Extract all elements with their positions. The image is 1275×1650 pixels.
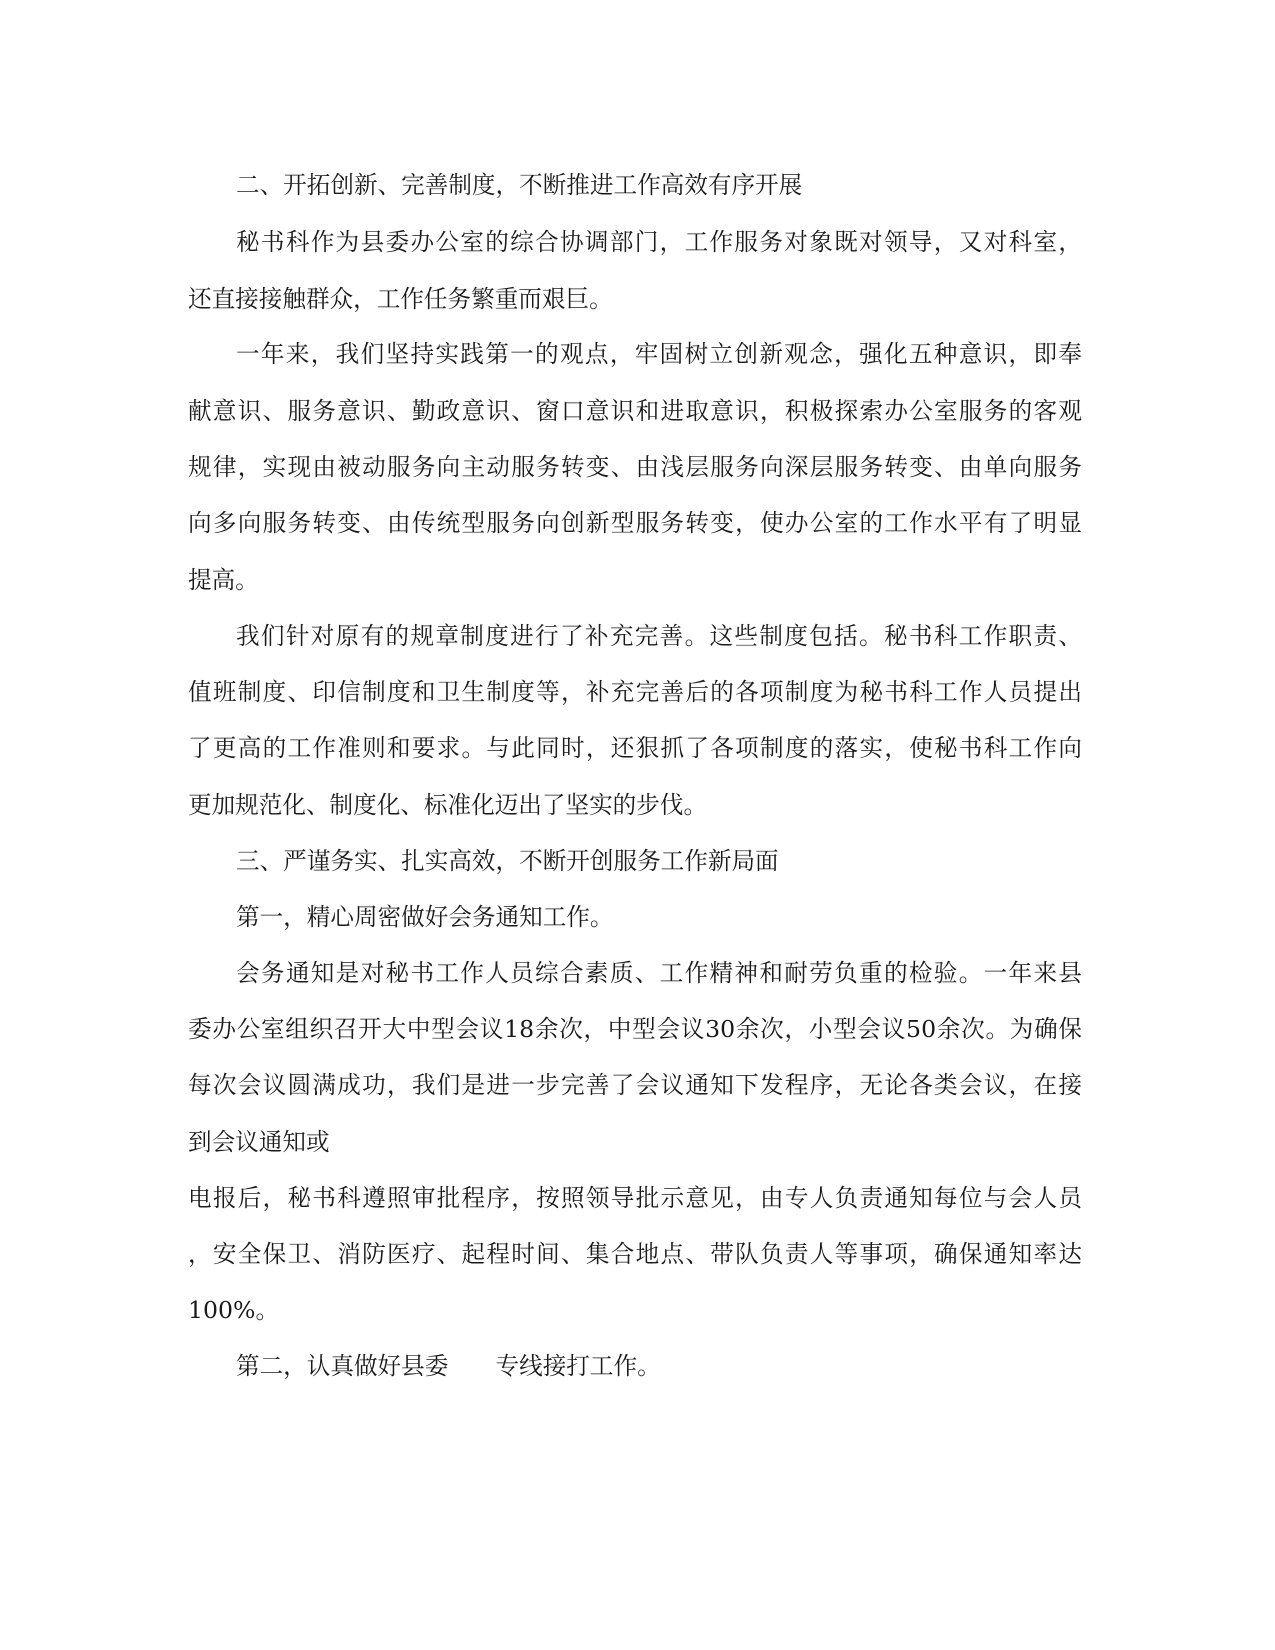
paragraph-line: 会务通知是对秘书工作人员综合素质、工作精神和耐劳负重的检验。一年来县	[236, 959, 1082, 987]
subsection-heading-2: 第二，认真做好县委 专线接打工作。	[236, 1352, 661, 1380]
paragraph-line: 还直接接触群众，工作任务繁重而艰巨。	[188, 285, 613, 313]
paragraph-line: ，安全保卫、消防医疗、起程时间、集合地点、带队负责人等事项，确保通知率达	[188, 1240, 1082, 1268]
paragraph-line: 献意识、服务意识、勤政意识、窗口意识和进取意识，积极探索办公室服务的客观	[188, 397, 1082, 425]
paragraph-line: 向多向服务转变、由传统型服务向创新型服务转变，使办公室的工作水平有了明显	[188, 509, 1082, 537]
paragraph-line: 100%。	[188, 1296, 280, 1324]
paragraph-line: 秘书科作为县委办公室的综合协调部门，工作服务对象既对领导，又对科室，	[236, 228, 1082, 256]
paragraph-line: 委办公室组织召开大中型会议18余次，中型会议30余次，小型会议50余次。为确保	[188, 1015, 1082, 1043]
paragraph-line: 到会议通知或	[188, 1128, 330, 1156]
paragraph-line: 提高。	[188, 566, 259, 594]
paragraph-line: 一年来，我们坚持实践第一的观点，牢固树立创新观念，强化五种意识，即奉	[236, 340, 1082, 368]
paragraph-line: 每次会议圆满成功，我们是进一步完善了会议通知下发程序，无论各类会议，在接	[188, 1071, 1082, 1099]
section-heading-2: 二、开拓创新、完善制度，不断推进工作高效有序开展	[236, 171, 803, 199]
paragraph-line: 电报后，秘书科遵照审批程序，按照领导批示意见，由专人负责通知每位与会人员	[188, 1184, 1082, 1212]
paragraph-line: 我们针对原有的规章制度进行了补充完善。这些制度包括。秘书科工作职责、	[236, 622, 1082, 650]
paragraph-line: 值班制度、印信制度和卫生制度等，补充完善后的各项制度为秘书科工作人员提出	[188, 678, 1082, 706]
paragraph-line: 了更高的工作准则和要求。与此同时，还狠抓了各项制度的落实，使秘书科工作向	[188, 734, 1082, 762]
paragraph-line: 更加规范化、制度化、标准化迈出了坚实的步伐。	[188, 791, 708, 819]
subsection-heading-1: 第一，精心周密做好会务通知工作。	[236, 903, 614, 931]
section-heading-3: 三、严谨务实、扎实高效，不断开创服务工作新局面	[236, 847, 779, 875]
paragraph-line: 规律，实现由被动服务向主动服务转变、由浅层服务向深层服务转变、由单向服务	[188, 453, 1082, 481]
